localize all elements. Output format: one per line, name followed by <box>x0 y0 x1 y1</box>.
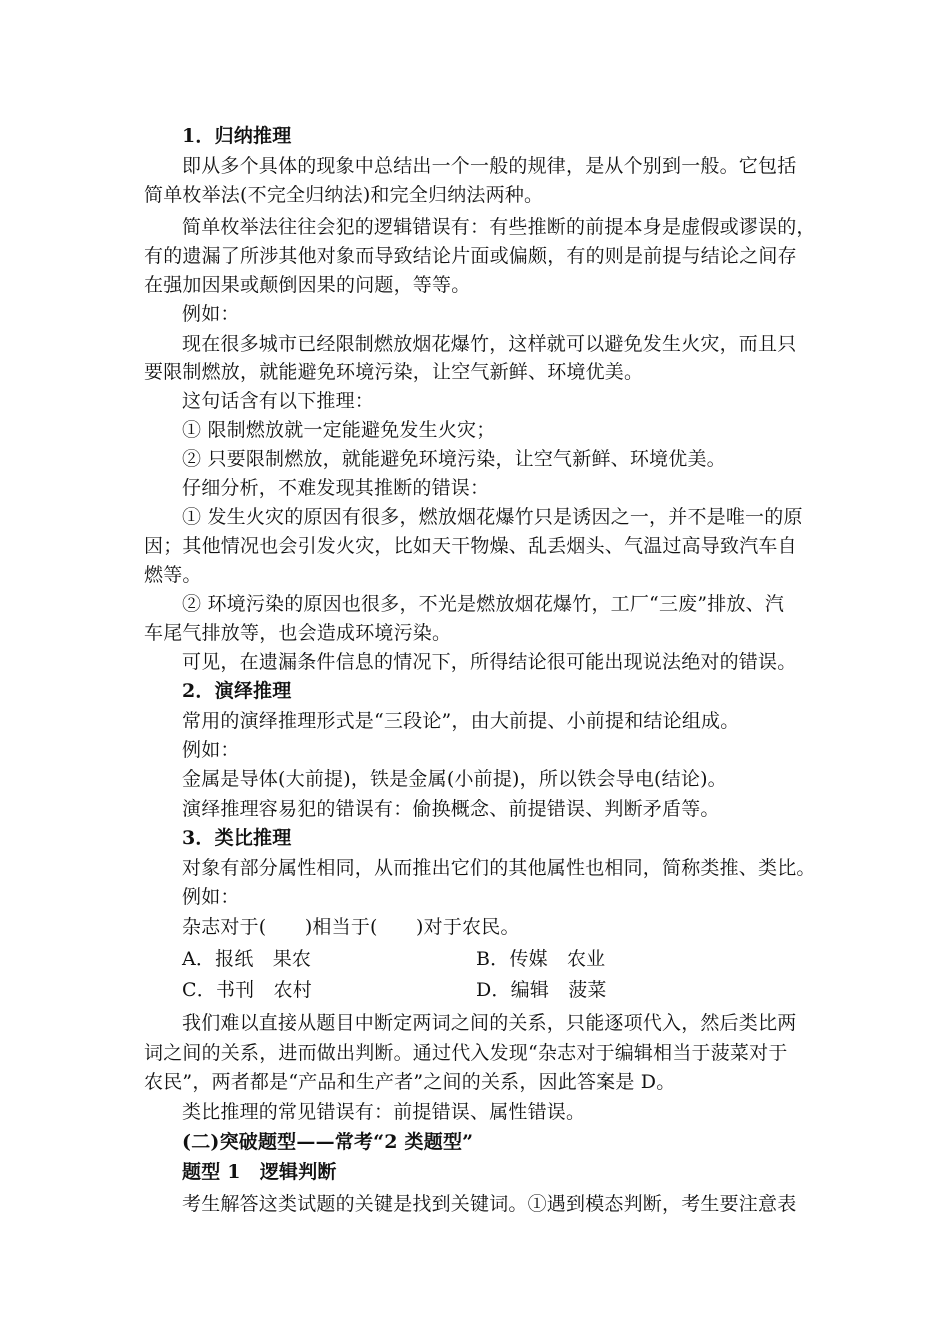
question-stem: 杂志对于( )相当于( )对于农民。 <box>182 916 520 938</box>
heading-analogy: 3．类比推理 <box>182 827 292 849</box>
paragraph-line: 这句话含有以下推理： <box>182 390 375 412</box>
paragraph-line: 有的遗漏了所涉其他对象而导致结论片面或偏颇，有的则是前提与结论之间存 <box>144 245 797 267</box>
paragraph-line: 简单枚举法往往会犯的逻辑错误有：有些推断的前提本身是虚假或谬误的， <box>182 216 816 238</box>
paragraph-line: 因；其他情况也会引发火灾，比如天干物燥、乱丢烟头、气温过高导致汽车自 <box>144 535 797 557</box>
paragraph-line: 在强加因果或颠倒因果的问题，等等。 <box>144 274 471 296</box>
paragraph-line: 可见，在遗漏条件信息的情况下，所得结论很可能出现说法绝对的错误。 <box>182 651 797 673</box>
option-b: B．传媒 农业 <box>476 948 606 970</box>
section-heading: (二)突破题型——常考“2 类题型” <box>182 1131 474 1153</box>
list-item: ② 只要限制燃放，就能避免环境污染，让空气新鲜、环境优美。 <box>182 448 726 470</box>
paragraph-line: 词之间的关系，进而做出判断。通过代入发现“杂志对于编辑相当于菠菜对于 <box>144 1042 788 1064</box>
example-line: 金属是导体(大前提)，铁是金属(小前提)，所以铁会导电(结论)。 <box>182 768 727 790</box>
paragraph-line: 类比推理的常见错误有：前提错误、属性错误。 <box>182 1101 586 1123</box>
subsection-heading: 题型 1 逻辑判断 <box>182 1161 337 1183</box>
example-label: 例如： <box>182 739 240 761</box>
example-label: 例如： <box>182 886 240 908</box>
heading-deductive: 2．演绎推理 <box>182 680 292 702</box>
option-c: C．书刊 农村 <box>182 979 312 1001</box>
example-line: 要限制燃放，就能避免环境污染，让空气新鲜、环境优美。 <box>144 361 644 383</box>
paragraph-line: 仔细分析，不难发现其推断的错误： <box>182 477 490 499</box>
paragraph-line: 燃等。 <box>144 564 202 586</box>
paragraph-line: 车尾气排放等，也会造成环境污染。 <box>144 622 452 644</box>
heading-inductive: 1．归纳推理 <box>182 125 292 147</box>
paragraph-line: 简单枚举法(不完全归纳法)和完全归纳法两种。 <box>144 184 544 206</box>
list-item: ① 发生火灾的原因有很多，燃放烟花爆竹只是诱因之一，并不是唯一的原 <box>182 506 803 528</box>
paragraph-line: 我们难以直接从题目中断定两词之间的关系，只能逐项代入，然后类比两 <box>182 1012 797 1034</box>
example-label: 例如： <box>182 303 240 325</box>
option-a: A．报纸 果农 <box>182 948 312 970</box>
list-item: ② 环境污染的原因也很多，不光是燃放烟花爆竹，工厂“三废”排放、汽 <box>182 593 785 615</box>
list-item: ① 限制燃放就一定能避免发生火灾； <box>182 419 496 441</box>
paragraph-line: 对象有部分属性相同，从而推出它们的其他属性也相同，简称类推、类比。 <box>182 857 816 879</box>
option-d: D．编辑 菠菜 <box>476 979 607 1001</box>
paragraph-line: 演绎推理容易犯的错误有：偷换概念、前提错误、判断矛盾等。 <box>182 798 720 820</box>
paragraph-line: 农民”，两者都是“产品和生产者”之间的关系，因此答案是 D。 <box>144 1071 676 1093</box>
paragraph-line: 即从多个具体的现象中总结出一个一般的规律，是从个别到一般。它包括 <box>182 155 797 177</box>
example-line: 现在很多城市已经限制燃放烟花爆竹，这样就可以避免发生火灾，而且只 <box>182 333 797 355</box>
paragraph-line: 常用的演绎推理形式是“三段论”，由大前提、小前提和结论组成。 <box>182 710 740 732</box>
paragraph-line: 考生解答这类试题的关键是找到关键词。①遇到模态判断，考生要注意表 <box>182 1193 797 1215</box>
